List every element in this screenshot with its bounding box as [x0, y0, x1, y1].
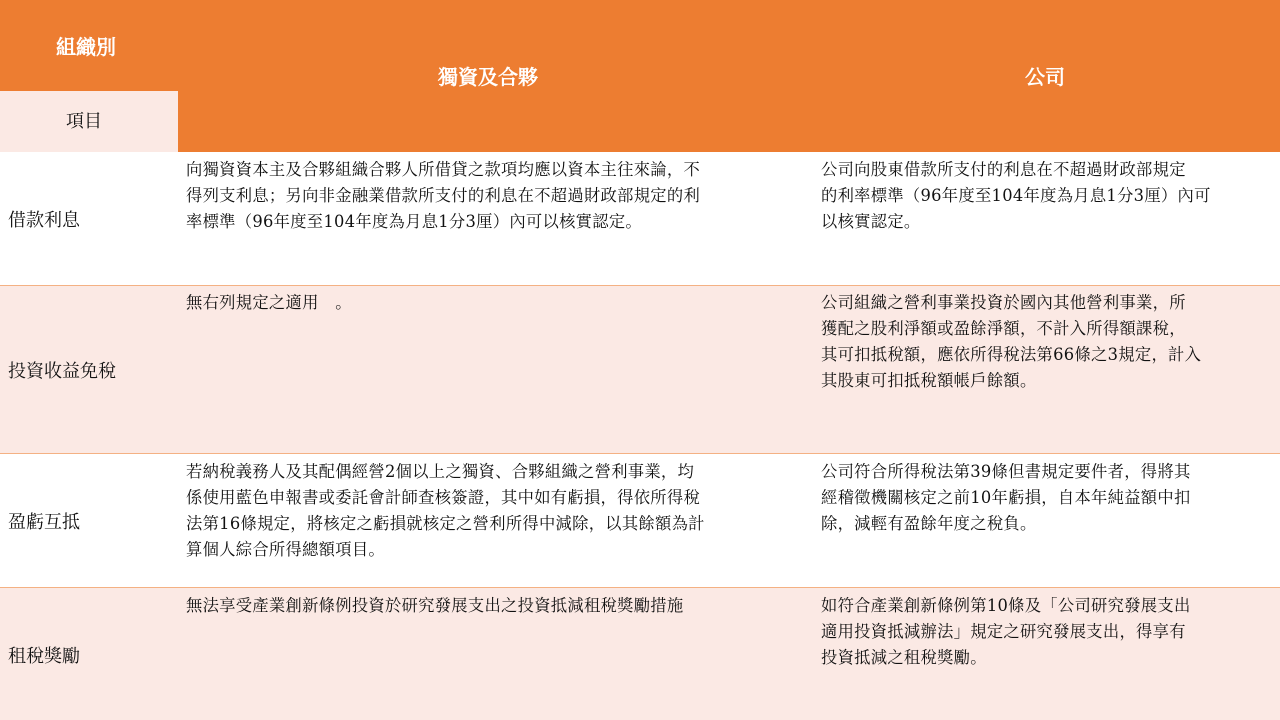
sole-cell: [186, 459, 812, 563]
cell-line: 法第16條規定，將核定之虧損就核定之營利所得中減除，以其餘額為計: [186, 514, 705, 533]
table-row: [0, 588, 1280, 720]
cell-line: 以核實認定。: [821, 212, 921, 231]
row-label: 盈虧互抵: [8, 512, 80, 533]
row-label: 投資收益免稅: [8, 361, 116, 382]
cell-line: 如符合產業創新條例第10條及「公司研究發展支出: [821, 596, 1191, 615]
cell-line: 無右列規定之適用 。: [186, 293, 352, 312]
cell-line: 其可扣抵稅額，應依所得稅法第66條之3規定，計入: [821, 345, 1202, 364]
row-label: 借款利息: [8, 210, 80, 231]
row-divider: [0, 587, 1280, 588]
row-divider: [0, 285, 1280, 286]
cell-line: 算個人綜合所得總額項目。: [186, 540, 385, 559]
header-sole-partnership: 獨資及合夥: [438, 65, 538, 89]
table-header: [0, 0, 1280, 152]
cell-line: 得列支利息；另向非金融業借款所支付的利息在不超過財政部規定的利: [186, 186, 701, 205]
cell-line: 公司向股東借款所支付的利息在不超過財政部規定: [821, 160, 1186, 179]
cell-line: 的利率標準（96年度至104年度為月息1分3厘）內可: [821, 186, 1211, 205]
cell-line: 無法享受產業創新條例投資於研究發展支出之投資抵減租稅獎勵措施: [186, 596, 684, 615]
cell-line: 率標準（96年度至104年度為月息1分3厘）內可以核實認定。: [186, 212, 642, 231]
header-item-cell: [0, 91, 178, 152]
cell-line: 係使用藍色申報書或委託會計師查核簽證，其中如有虧損，得依所得稅: [186, 488, 701, 507]
row-label: 租稅獎勵: [8, 646, 80, 667]
sole-cell: [186, 157, 812, 235]
table-row: [0, 454, 1280, 588]
cell-line: 公司符合所得稅法第39條但書規定要件者，得將其: [821, 462, 1191, 481]
cell-line: 若納稅義務人及其配偶經營2個以上之獨資、合夥組織之營利事業，均: [186, 462, 695, 481]
cell-line: 其股東可扣抵稅額帳戶餘額。: [821, 371, 1037, 390]
cell-line: 公司組織之營利事業投資於國內其他營利事業，所: [821, 293, 1186, 312]
company-cell: [821, 290, 1273, 394]
company-cell: [821, 459, 1273, 537]
row-divider: [0, 453, 1280, 454]
header-item: 項目: [66, 110, 102, 132]
header-org-type: 組織別: [56, 35, 116, 59]
header-company: 公司: [1025, 65, 1065, 89]
cell-line: 獲配之股利淨額或盈餘淨額，不計入所得額課稅，: [821, 319, 1186, 338]
cell-line: 經稽徵機關核定之前10年虧損，自本年純益額中扣: [821, 488, 1191, 507]
company-cell: [821, 593, 1273, 671]
cell-line: 除，減輕有盈餘年度之稅負。: [821, 514, 1037, 533]
cell-line: 適用投資抵減辦法」規定之研究發展支出，得享有: [821, 622, 1186, 641]
sole-cell: [186, 290, 812, 316]
cell-line: 向獨資資本主及合夥組織合夥人所借貸之款項均應以資本主往來論，不: [186, 160, 701, 179]
table-row: [0, 152, 1280, 286]
company-cell: [821, 157, 1273, 235]
cell-line: 投資抵減之租稅獎勵。: [821, 648, 987, 667]
sole-cell: [186, 593, 812, 619]
table-row: [0, 286, 1280, 454]
